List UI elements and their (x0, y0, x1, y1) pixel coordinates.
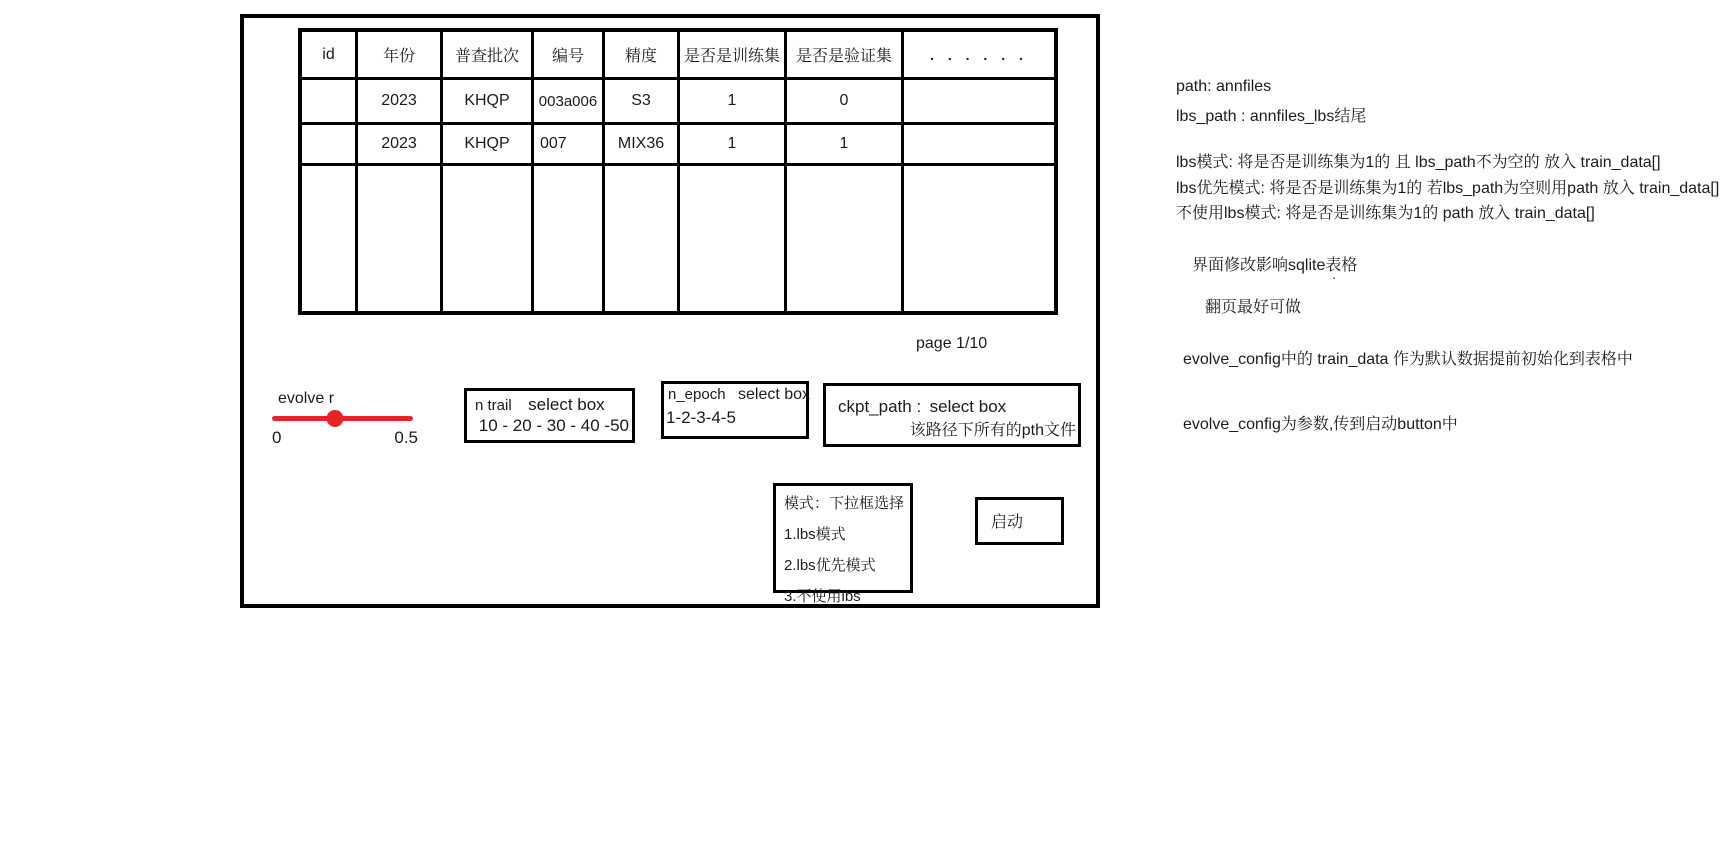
mode-option-no-lbs[interactable]: 3.不使用lbs (784, 588, 861, 605)
note-lbs-mode: lbs模式: 将是否是训练集为1的 且 lbs_path不为空的 放入 train_data[] (1176, 154, 1661, 171)
header-cell-more-columns: . . . . . . (904, 32, 1054, 80)
table-cell[interactable] (358, 166, 443, 311)
table-cell[interactable] (534, 166, 605, 311)
n-epoch-options: 1-2-3-4-5 (666, 408, 736, 427)
note-paging: 翻页最好可做 (1205, 299, 1302, 316)
table-cell[interactable]: 2023 (358, 125, 443, 166)
header-cell-precision: 精度 (605, 32, 680, 80)
table-cell[interactable]: 1 (680, 80, 787, 125)
table-cell[interactable]: S3 (605, 80, 680, 125)
mode-option-lbs-priority[interactable]: 2.lbs优先模式 (784, 557, 876, 574)
note-sqlite: 界面修改影响sqlite表格 (1192, 257, 1358, 274)
table-cell[interactable] (904, 166, 1054, 311)
n-epoch-widget-type: select box (738, 386, 811, 403)
header-cell-id: id (302, 32, 358, 80)
evolve-r-group (272, 390, 418, 448)
note-lbs-path: lbs_path : annfiles_lbs结尾 (1176, 108, 1367, 125)
table-cell[interactable]: 003a006 (534, 80, 605, 125)
ckpt-path-note: 该路径下所有的pth文件 (909, 422, 1076, 439)
table-cell[interactable] (904, 125, 1054, 166)
ckpt-path-widget-type: select box (929, 397, 1007, 416)
evolve-r-track[interactable] (272, 416, 413, 421)
table-cell[interactable] (443, 166, 534, 311)
note-tiny-dot: · (1332, 270, 1337, 285)
slider-max-label: 0.5 (394, 428, 418, 447)
slider-min-label: 0 (272, 428, 282, 447)
evolve-r-label: evolve r (278, 390, 335, 407)
note-init: evolve_config中的 train_data 作为默认数据提前初始化到表格中 (1183, 351, 1633, 368)
ckpt-path-label: ckpt_path : (838, 397, 922, 416)
table-cell[interactable]: KHQP (443, 80, 534, 125)
mode-title: 模式：下拉框选择 (784, 495, 905, 512)
table-cell[interactable]: 1 (680, 125, 787, 166)
n-trail-options: 10 - 20 - 30 - 40 -50 (478, 416, 629, 435)
evolve-r-handle[interactable] (327, 410, 344, 427)
table-cell[interactable]: 1 (787, 125, 904, 166)
header-cell-year: 年份 (358, 32, 443, 80)
table-cell[interactable]: 007 (534, 125, 605, 166)
n-epoch-label: n_epoch (668, 386, 726, 403)
header-cell-is-train: 是否是训练集 (680, 32, 787, 80)
table-cell[interactable] (904, 80, 1054, 125)
data-table (298, 28, 1058, 315)
note-lbs-priority: lbs优先模式: 将是否是训练集为1的 若lbs_path为空则用path 放入 train_data[] (1176, 180, 1720, 197)
table-cell[interactable] (302, 125, 358, 166)
n-trail-box[interactable] (464, 388, 635, 443)
note-no-lbs: 不使用lbs模式: 将是否是训练集为1的 path 放入 train_data[] (1176, 205, 1595, 222)
table-cell[interactable]: 0 (787, 80, 904, 125)
launch-button[interactable]: 启动 (975, 497, 1064, 545)
table-cell[interactable]: 2023 (358, 80, 443, 125)
ckpt-path-box[interactable] (823, 383, 1081, 447)
table-cell[interactable]: MIX36 (605, 125, 680, 166)
page-indicator: page 1/10 (916, 335, 988, 352)
mode-option-lbs[interactable]: 1.lbs模式 (784, 526, 846, 543)
mode-box[interactable] (773, 483, 913, 605)
n-epoch-box[interactable] (661, 381, 809, 439)
table-cell[interactable]: KHQP (443, 125, 534, 166)
header-cell-number: 编号 (534, 32, 605, 80)
table-cell[interactable] (787, 166, 904, 311)
table-cell[interactable] (605, 166, 680, 311)
n-trail-label: n trail (475, 397, 512, 414)
table-cell[interactable] (680, 166, 787, 311)
table-cell[interactable] (302, 166, 358, 311)
note-param: evolve_config为参数,传到启动button中 (1183, 416, 1458, 433)
header-cell-batch: 普查批次 (443, 32, 534, 80)
header-cell-is-val: 是否是验证集 (787, 32, 904, 80)
evolve-r-scale (272, 428, 418, 448)
n-trail-widget-type: select box (528, 395, 605, 414)
note-path: path: annfiles (1176, 78, 1272, 95)
table-cell[interactable] (302, 80, 358, 125)
